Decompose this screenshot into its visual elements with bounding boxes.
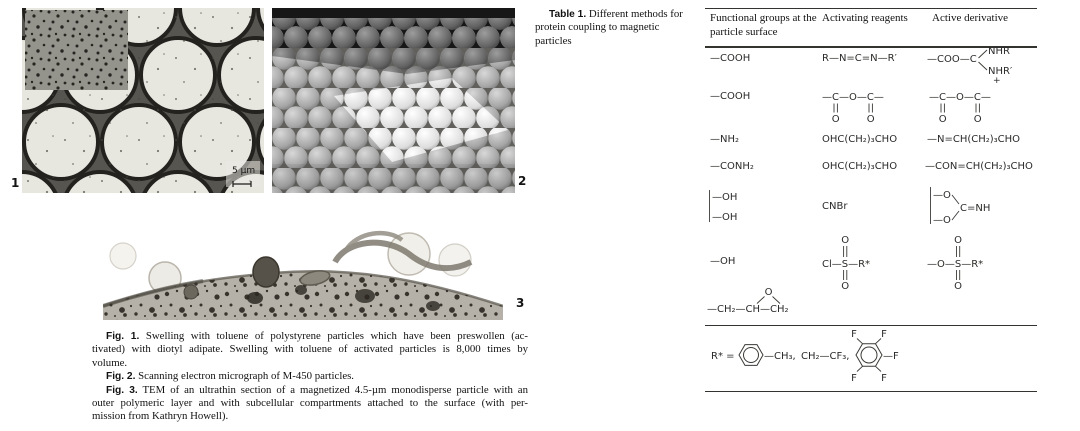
row1-activating-reagent-structure xyxy=(822,89,897,125)
svg-text:O: O xyxy=(841,281,850,292)
svg-text:F: F xyxy=(881,329,887,340)
row3-activating-reagent: OHC(CH₂)₃CHO xyxy=(822,161,898,172)
fig3-attached-body xyxy=(184,285,198,299)
col-header-activating-reagents: Activating reagents xyxy=(822,12,908,24)
svg-text:O: O xyxy=(973,114,982,125)
svg-text:O: O xyxy=(764,287,773,298)
fig2-caption-line-1: Fig. 2. Scanning electron micrograph of M-450 particles. xyxy=(106,370,355,383)
row5-activating-reagent-structure xyxy=(822,233,892,293)
table-caption-prefix: Table 1. xyxy=(549,9,587,20)
svg-text:CH₂—CF₃,: CH₂—CF₃, xyxy=(801,351,850,362)
fig2-caption-prefix: Fig. 2. xyxy=(106,371,136,383)
fig3-caption-line-1: Fig. 3. TEM of an ultrathin section of a magnetized 4.5-µm monodisperse particle with an xyxy=(106,383,528,396)
figure-1-optical-micrograph xyxy=(22,8,264,193)
row2-functional-group: —NH₂ xyxy=(710,134,740,145)
row4-active-derivative-structure xyxy=(929,187,1014,229)
fig3-dark-vesicle xyxy=(253,257,279,287)
col-header-active-derivative: Active derivative xyxy=(932,12,1009,24)
svg-text:Cl—S—R*: Cl—S—R* xyxy=(822,259,871,270)
svg-text:—C—O—C—: —C—O—C— xyxy=(929,92,991,103)
svg-text:—C—O—C—: —C—O—C— xyxy=(822,92,884,103)
fig1-caption-line-2: tivated) with diotyl adipate. Swelling with toluene of activated particles is 8,000 times by xyxy=(92,343,528,356)
svg-text:F: F xyxy=(881,373,887,384)
table-footnote-rule xyxy=(705,325,1037,326)
row2-active-derivative: —N=CH(CH₂)₃CHO xyxy=(927,134,1021,145)
svg-text:—O—S—R*: —O—S—R* xyxy=(927,259,984,270)
table-footnote-structure xyxy=(707,329,1033,385)
row2-activating-reagent: OHC(CH₂)₃CHO xyxy=(822,134,898,145)
svg-text:F: F xyxy=(851,373,857,384)
svg-text:—O: —O xyxy=(933,190,951,201)
svg-text:—O: —O xyxy=(933,215,951,226)
table-top-rule xyxy=(705,8,1037,9)
fig3-caption-line-3: mission from Kathryn Howell). xyxy=(92,410,229,423)
svg-text:—CH₂—CH—CH₂: —CH₂—CH—CH₂ xyxy=(707,304,789,315)
row6-functional-group-structure xyxy=(707,286,822,320)
svg-text:O: O xyxy=(841,235,850,246)
fig1-caption-line-1: Fig. 1. Swelling with toluene of polystyrene particles which have been preswollen (ac- xyxy=(106,330,529,342)
fig3-caption-prefix: Fig. 3. xyxy=(106,384,138,396)
row3-functional-group: —CONH₂ xyxy=(710,161,754,172)
fig1-scale-text: 5 µm xyxy=(232,166,256,176)
figure-2-sem-micrograph xyxy=(272,8,515,193)
row5-active-derivative-structure xyxy=(927,233,1007,293)
row0-active-derivative-structure xyxy=(927,40,1039,88)
svg-text:—OH: —OH xyxy=(712,192,738,203)
fig2-label: 2 xyxy=(518,174,527,188)
row1-functional-group: —COOH xyxy=(710,91,751,102)
row4-activating-reagent: CNBr xyxy=(822,201,848,212)
fig3-caption-line-2: outer polymeric layer and with subcellular compartments attached to the surface (with per- xyxy=(92,397,528,410)
svg-text:+: + xyxy=(993,76,1001,86)
svg-text:NHR′: NHR′ xyxy=(988,66,1013,77)
figure-3-tem-micrograph xyxy=(103,198,503,320)
svg-text:F: F xyxy=(851,329,857,340)
svg-text:O: O xyxy=(938,114,947,125)
table-bottom-rule xyxy=(705,391,1037,392)
row1-active-derivative-structure xyxy=(929,89,1004,125)
svg-text:O: O xyxy=(954,281,963,292)
svg-text:O: O xyxy=(954,235,963,246)
row3-active-derivative: —CON=CH(CH₂)₃CHO xyxy=(925,161,1033,172)
row0-functional-group: —COOH xyxy=(710,53,751,64)
svg-text:—OH: —OH xyxy=(712,212,738,223)
svg-text:C=NH: C=NH xyxy=(960,203,991,214)
footnote-lhs: R* = xyxy=(711,351,735,362)
row5-functional-group: —OH xyxy=(710,256,736,267)
svg-text:NHR: NHR xyxy=(988,46,1010,57)
table-caption-line-1: Table 1. Different methods for xyxy=(549,8,683,20)
fig1-caption-prefix: Fig. 1. xyxy=(106,331,140,342)
svg-text:—COO—C: —COO—C xyxy=(927,54,977,65)
svg-text:—F: —F xyxy=(883,351,899,362)
svg-text:O: O xyxy=(831,114,840,125)
fig1-caption-line-3: volume. xyxy=(92,356,128,369)
figure-captions xyxy=(92,330,528,424)
svg-text:—CH₃,: —CH₃, xyxy=(764,351,796,362)
table-caption-line-3: particles xyxy=(535,34,572,47)
table-1 xyxy=(705,4,1037,408)
svg-text:O: O xyxy=(866,114,875,125)
table-caption-line-2: protein coupling to magnetic xyxy=(535,21,660,34)
table-caption xyxy=(535,8,711,48)
col-header-functional-groups: Functional groups at the particle surface xyxy=(710,12,817,38)
fig3-label: 3 xyxy=(516,296,525,310)
row0-activating-reagent: R—N=C=N—R′ xyxy=(822,53,897,64)
row4-functional-group-structure xyxy=(708,188,763,226)
fig1-label: 1 xyxy=(11,176,20,190)
